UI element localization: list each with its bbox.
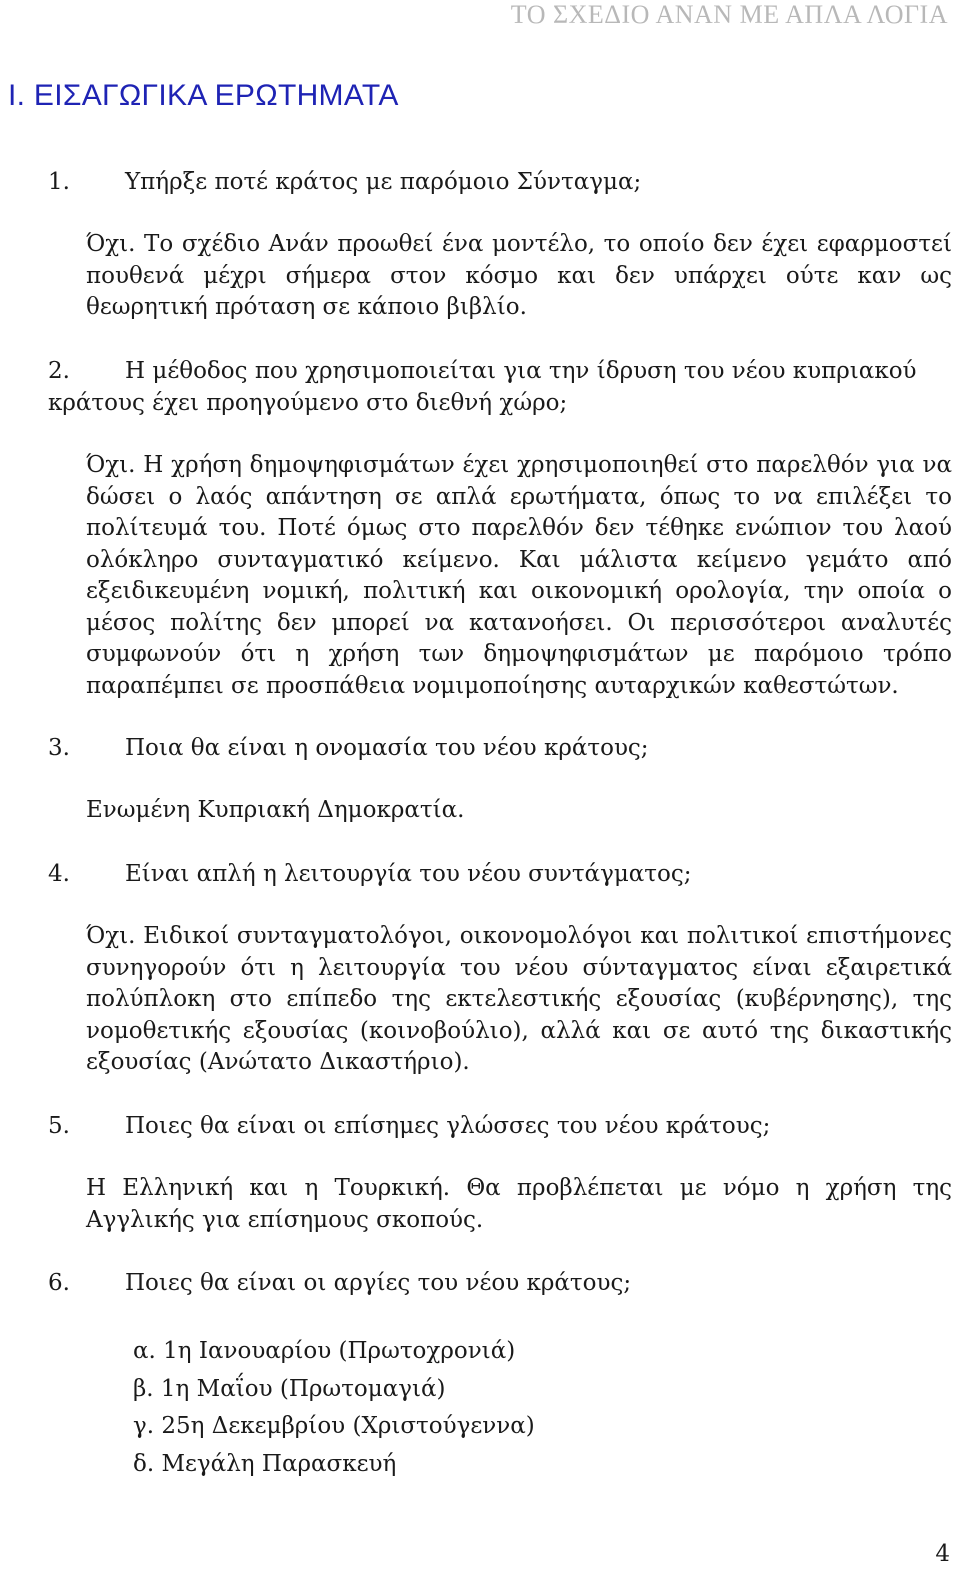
list-item: γ. 25η Δεκεμβρίου (Χριστούγεννα) <box>133 1413 535 1440</box>
question-number: 1. <box>48 169 70 195</box>
question-1 <box>48 166 952 198</box>
question-number: 5. <box>48 1113 70 1139</box>
question-text: Είναι απλή η λειτουργία του νέου συντάγματος; <box>125 861 692 887</box>
answer-2: Όχι. Η χρήση δημοψηφισμάτων έχει χρησιμοποιηθεί στο παρελθόν για να δώσει ο λαός απάντηση σε απλά ερωτήματα, όπως το να επιλέξει το πολίτευμά του. Ποτέ όμως στο παρελθόν δεν τέθηκε ενώπιον του λαού ολόκληρο συνταγματικό κείμενο. Και μάλιστα κείμενο γεμάτο από εξειδικευμένη νομική, πολιτική και οικονομική ορολογία, την οποία ο μέσος πολίτης δεν μπορεί να κατανοήσει. Οι περισσότεροι αναλυτές συμφωνούν ότι η χρήση των δημοψηφισμάτων με παρόμοιο τρόπο παραπέμπει σε προσπάθεια νομιμοποίησης αυταρχικών καθεστώτων. <box>86 452 952 699</box>
question-2 <box>48 355 952 419</box>
list-item: δ. Μεγάλη Παρασκευή <box>133 1451 397 1478</box>
list-item: β. 1η Μαΐου (Πρωτομαγιά) <box>133 1375 446 1402</box>
section-title: Ι. ΕΙΣΑΓΩΓΙΚΑ ΕΡΩΤΗΜΑΤΑ <box>8 79 399 112</box>
question-text: Υπήρξε ποτέ κράτος με παρόμοιο Σύνταγμα; <box>125 169 642 195</box>
answer-5: Η Ελληνική και η Τουρκική. Θα προβλέπεται με νόμο η χρήση της Αγγλικής για επίσημους σκοπούς. <box>86 1175 952 1233</box>
question-6 <box>48 1267 952 1299</box>
question-text: Ποιες θα είναι οι αργίες του νέου κράτους; <box>125 1270 632 1296</box>
question-number: 4. <box>48 861 70 887</box>
running-header: ΤΟ ΣΧΕΔΙΟ ΑΝΑΝ ΜΕ ΑΠΛΑ ΛΟΓΙΑ <box>510 0 948 29</box>
answer-1: Όχι. Το σχέδιο Ανάν προωθεί ένα μοντέλο, το οποίο δεν έχει εφαρμοστεί πουθενά μέχρι σήμερα στον κόσμο και δεν υπάρχει ούτε καν ως θεωρητική πρόταση σε κάποιο βιβλίο. <box>86 231 952 320</box>
list-item: α. 1η Ιανουαρίου (Πρωτοχρονιά) <box>133 1338 516 1364</box>
question-3 <box>48 732 952 764</box>
holidays-list <box>133 1333 535 1484</box>
question-number: 6. <box>48 1270 70 1296</box>
question-4 <box>48 858 952 890</box>
question-5 <box>48 1110 952 1142</box>
page-number: 4 <box>935 1541 950 1567</box>
question-text: Ποια θα είναι η ονομασία του νέου κράτους; <box>125 735 649 761</box>
answer-3: Ενωμένη Κυπριακή Δημοκρατία. <box>86 797 465 823</box>
question-number: 3. <box>48 735 70 761</box>
answer-4: Όχι. Ειδικοί συνταγματολόγοι, οικονομολόγοι και πολιτικοί επιστήμονες συνηγορούν ότι η λειτουργία του νέου σύνταγματος είναι εξαιρετικά πολύπλοκη στο επίπεδο της εκτελεστικής εξουσίας (κυβέρνησης), της νομοθετικής εξουσίας (κοινοβούλιο), αλλά και σε αυτό της δικαστικής εξουσίας (Ανώτατο Δικαστήριο). <box>86 923 952 1075</box>
question-number: 2. <box>48 358 70 384</box>
question-text: Ποιες θα είναι οι επίσημες γλώσσες του νέου κράτους; <box>125 1113 771 1139</box>
question-text: Η μέθοδος που χρησιμοποιείται για την ίδρυση του νέου κυπριακού κράτους έχει προηγούμενο στο διεθνή χώρο; <box>48 358 917 416</box>
